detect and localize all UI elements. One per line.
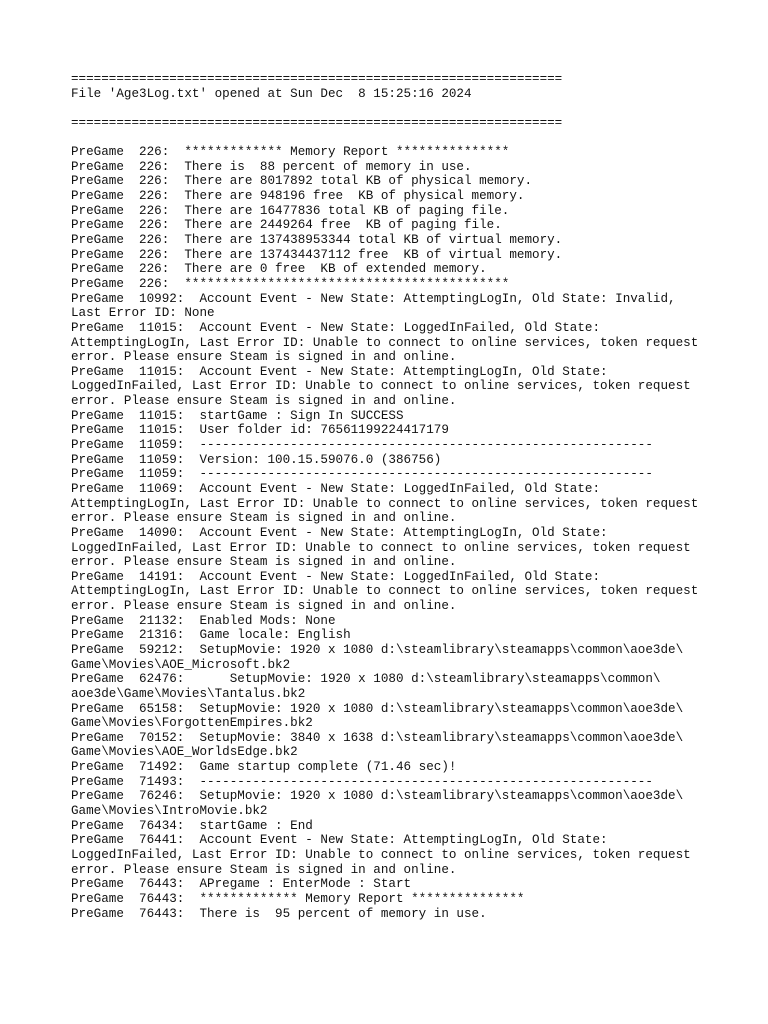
log-line: PreGame 11059: Version: 100.15.59076.0 (386756) [71,452,442,467]
log-line: PreGame 11015: Account Event - New State: LoggedInFailed, Old State: [71,320,601,335]
log-line: PreGame 226: There are 0 free KB of extended memory. [71,262,487,277]
log-line: Game\Movies\AOE_WorldsEdge.bk2 [71,745,298,760]
log-line: PreGame 226: There are 2449264 free KB of paging file. [71,218,502,233]
log-line: error. Please ensure Steam is signed in and online. [71,862,457,877]
log-line: PreGame 76441: Account Event - New State: AttemptingLogIn, Old State: [71,833,608,848]
log-separator: ================================================================= [71,115,563,130]
log-line: error. Please ensure Steam is signed in and online. [71,511,457,526]
log-line: AttemptingLogIn, Last Error ID: Unable to connect to online services, token request [71,584,699,599]
log-line: PreGame 21316: Game locale: English [71,628,351,643]
log-line: AttemptingLogIn, Last Error ID: Unable to connect to online services, token request [71,496,699,511]
log-line: PreGame 59212: SetupMovie: 1920 x 1080 d:\steamlibrary\steamapps\common\aoe3de\ [71,642,684,657]
blank-line [71,131,751,146]
log-line: PreGame 226: There are 8017892 total KB of physical memory. [71,174,533,189]
log-line: PreGame 226: There are 16477836 total KB of paging file. [71,203,510,218]
blank-line [71,101,751,116]
log-line: PreGame 70152: SetupMovie: 3840 x 1638 d:\steamlibrary\steamapps\common\aoe3de\ [71,730,684,745]
log-line: PreGame 14191: Account Event - New State: LoggedInFailed, Old State: [71,569,601,584]
log-line: Game\Movies\IntroMovie.bk2 [71,804,268,819]
log-line: PreGame 11015: startGame : Sign In SUCCESS [71,408,404,423]
log-line: LoggedInFailed, Last Error ID: Unable to connect to online services, token request [71,847,691,862]
log-line: PreGame 71493: ------------------------------------------------------------ [71,774,653,789]
log-line: PreGame 14090: Account Event - New State: AttemptingLogIn, Old State: [71,525,608,540]
log-line: PreGame 65158: SetupMovie: 1920 x 1080 d:\steamlibrary\steamapps\common\aoe3de\ [71,701,684,716]
log-line: PreGame 11059: ------------------------------------------------------------ [71,438,653,453]
log-line: PreGame 76443: There is 95 percent of memory in use. [71,906,487,921]
log-line: PreGame 226: There are 137434437112 free KB of virtual memory. [71,247,563,262]
log-line: PreGame 76443: ************* Memory Report *************** [71,891,525,906]
log-header: File 'Age3Log.txt' opened at Sun Dec 8 15:25:16 2024 [71,86,472,101]
log-separator: ================================================================= [71,72,563,86]
log-line: error. Please ensure Steam is signed in and online. [71,555,457,570]
log-line: PreGame 226: There are 137438953344 total KB of virtual memory. [71,233,563,248]
log-line: PreGame 11015: Account Event - New State: AttemptingLogIn, Old State: [71,364,608,379]
log-line: aoe3de\Game\Movies\Tantalus.bk2 [71,686,306,701]
log-line: error. Please ensure Steam is signed in and online. [71,350,457,365]
log-line: PreGame 226: ************* Memory Report *************** [71,145,510,160]
log-line: PreGame 62476: SetupMovie: 1920 x 1080 d:\steamlibrary\steamapps\common\ [71,672,661,687]
log-line: PreGame 11015: User folder id: 76561199224417179 [71,423,449,438]
log-line: PreGame 71492: Game startup complete (71.46 sec)! [71,760,457,775]
log-line: error. Please ensure Steam is signed in and online. [71,599,457,614]
log-line: PreGame 10992: Account Event - New State: AttemptingLogIn, Old State: Invalid, [71,291,676,306]
log-line: LoggedInFailed, Last Error ID: Unable to connect to online services, token request [71,540,691,555]
log-line: PreGame 21132: Enabled Mods: None [71,613,336,628]
log-line: Game\Movies\ForgottenEmpires.bk2 [71,716,313,731]
log-line: PreGame 76434: startGame : End [71,818,313,833]
log-line: PreGame 226: ******************************************* [71,276,510,291]
log-line: PreGame 76246: SetupMovie: 1920 x 1080 d:\steamlibrary\steamapps\common\aoe3de\ [71,789,684,804]
log-line: PreGame 11069: Account Event - New State: LoggedInFailed, Old State: [71,481,601,496]
log-line: error. Please ensure Steam is signed in and online. [71,394,457,409]
log-document [71,72,751,921]
log-line: PreGame 11059: ------------------------------------------------------------ [71,467,653,482]
log-line: PreGame 226: There are 948196 free KB of physical memory. [71,189,525,204]
log-line: PreGame 76443: APregame : EnterMode : Start [71,877,412,892]
log-line: PreGame 226: There is 88 percent of memory in use. [71,159,472,174]
log-line: LoggedInFailed, Last Error ID: Unable to connect to online services, token request [71,379,691,394]
log-line: AttemptingLogIn, Last Error ID: Unable to connect to online services, token request [71,335,699,350]
log-line: Last Error ID: None [71,306,215,321]
log-line: Game\Movies\AOE_Microsoft.bk2 [71,657,291,672]
